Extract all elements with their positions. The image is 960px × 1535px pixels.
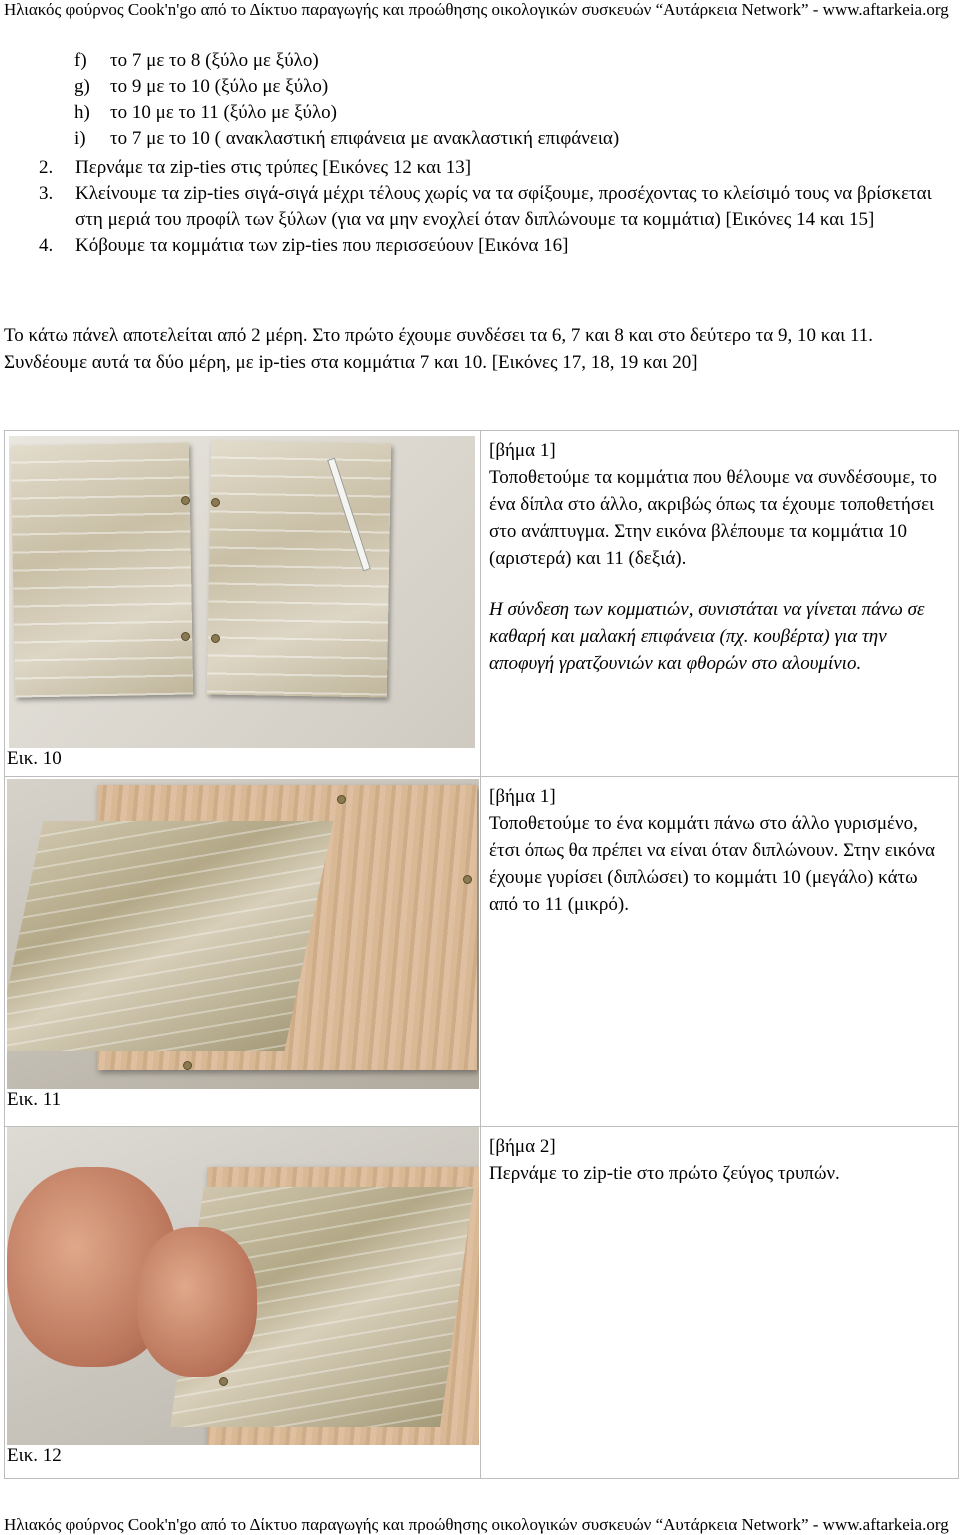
instruction-cell — [481, 777, 959, 1127]
list-marker: 2. — [39, 157, 54, 178]
list-item — [39, 233, 939, 259]
list-marker: g) — [74, 76, 90, 97]
list-marker: h) — [74, 102, 90, 123]
list-item-text: το 7 με το 10 ( ανακλαστική επιφάνεια με ανακλαστική επιφάνεια) — [110, 128, 620, 149]
step-label: [βήμα 1] — [489, 440, 556, 461]
instruction-table — [4, 430, 959, 1479]
table-row — [5, 431, 959, 777]
list-item — [39, 155, 939, 181]
list-item — [74, 126, 619, 152]
list-marker: 3. — [39, 183, 54, 204]
note-text: Η σύνδεση των κομματιών, συνιστάται να γίνεται πάνω σε καθαρή και μαλακή επιφάνεια (πχ. κουβέρτα) για την αποφυγή γρατζουνιών και φθορών στο αλουμίνιο. — [489, 599, 925, 674]
figure-label: Εικ. 11 — [7, 1089, 62, 1110]
figure-cell — [5, 431, 481, 777]
list-item-text: το 10 με το 11 (ξύλο με ξύλο) — [110, 102, 337, 123]
step-text: Περνάμε το zip-tie στο πρώτο ζεύγος τρυπών. — [489, 1163, 840, 1184]
figure-cell — [5, 777, 481, 1127]
instruction-cell — [481, 1127, 959, 1479]
table-row — [5, 777, 959, 1127]
sub-step-list — [74, 48, 619, 152]
list-item-text: Περνάμε τα zip-ties στις τρύπες [Εικόνες 12 και 13] — [75, 157, 472, 178]
photo-zip-tie-hands — [7, 1127, 479, 1445]
figure-label: Εικ. 10 — [7, 748, 62, 769]
list-item — [74, 48, 619, 74]
list-item — [39, 181, 939, 233]
list-item-text: Κλείνουμε τα zip-ties σιγά-σιγά μέχρι τέλους χωρίς να τα σφίξουμε, προσέχοντας το κλείσιμό τους να βρίσκεται στη μεριά του προφίλ των ξύλων (για να μην ενοχλεί όταν διπλώνουμε τα κομμάτια) [Εικόνες 14 και 15] — [75, 183, 932, 230]
step-text: Τοποθετούμε τα κομμάτια που θέλουμε να συνδέσουμε, το ένα δίπλα στο άλλο, ακριβώς όπως τα έχουμε τοποθετήσει στο ανάπτυγμα. Στην εικόνα βλέπουμε τα κομμάτια 10 (αριστερά) και 11 (δεξιά). — [489, 467, 937, 569]
step-label: [βήμα 1] — [489, 786, 556, 807]
page-footer: Ηλιακός φούρνος Cook'n'go από το Δίκτυο παραγωγής και προώθησης οικολογικών συσκευών “Αυτάρκεια Network” - www.aftarkeia.org — [4, 1515, 949, 1534]
list-item-text: το 7 με το 8 (ξύλο με ξύλο) — [110, 50, 319, 71]
list-item — [74, 74, 619, 100]
list-marker: 4. — [39, 235, 54, 256]
step-label: [βήμα 2] — [489, 1136, 556, 1157]
list-marker: i) — [74, 128, 86, 149]
list-item-text: Κόβουμε τα κομμάτια των zip-ties που περισσεύουν [Εικόνα 16] — [75, 235, 569, 256]
step-list — [39, 155, 939, 259]
panel-paragraph: Το κάτω πάνελ αποτελείται από 2 μέρη. Στο πρώτο έχουμε συνδέσει τα 6, 7 και 8 και στο δεύτερο τα 9, 10 και 11. Συνδέουμε αυτά τα δύο μέρη, με ip-ties στα κομμάτια 7 και 10. [Εικόνες 17, 18, 19 και 20] — [4, 325, 874, 373]
instruction-cell — [481, 431, 959, 777]
step-text: Τοποθετούμε το ένα κομμάτι πάνω στο άλλο γυρισμένο, έτσι όπως θα πρέπει να είναι όταν διπλώνουν. Στην εικόνα έχουμε γυρίσει (διπλώσει) το κομμάτι 10 (μεγάλο) κάτω από το 11 (μικρό). — [489, 813, 935, 915]
page-header: Ηλιακός φούρνος Cook'n'go από το Δίκτυο παραγωγής και προώθησης οικολογικών συσκευών “Αυτάρκεια Network” - www.aftarkeia.org — [4, 0, 949, 19]
photo-folded-panel — [7, 779, 479, 1089]
list-item — [74, 100, 619, 126]
table-row — [5, 1127, 959, 1479]
figure-cell — [5, 1127, 481, 1479]
list-item-text: το 9 με το 10 (ξύλο με ξύλο) — [110, 76, 329, 97]
figure-label: Εικ. 12 — [7, 1445, 62, 1466]
list-marker: f) — [74, 50, 87, 71]
photo-two-panels — [9, 436, 475, 748]
